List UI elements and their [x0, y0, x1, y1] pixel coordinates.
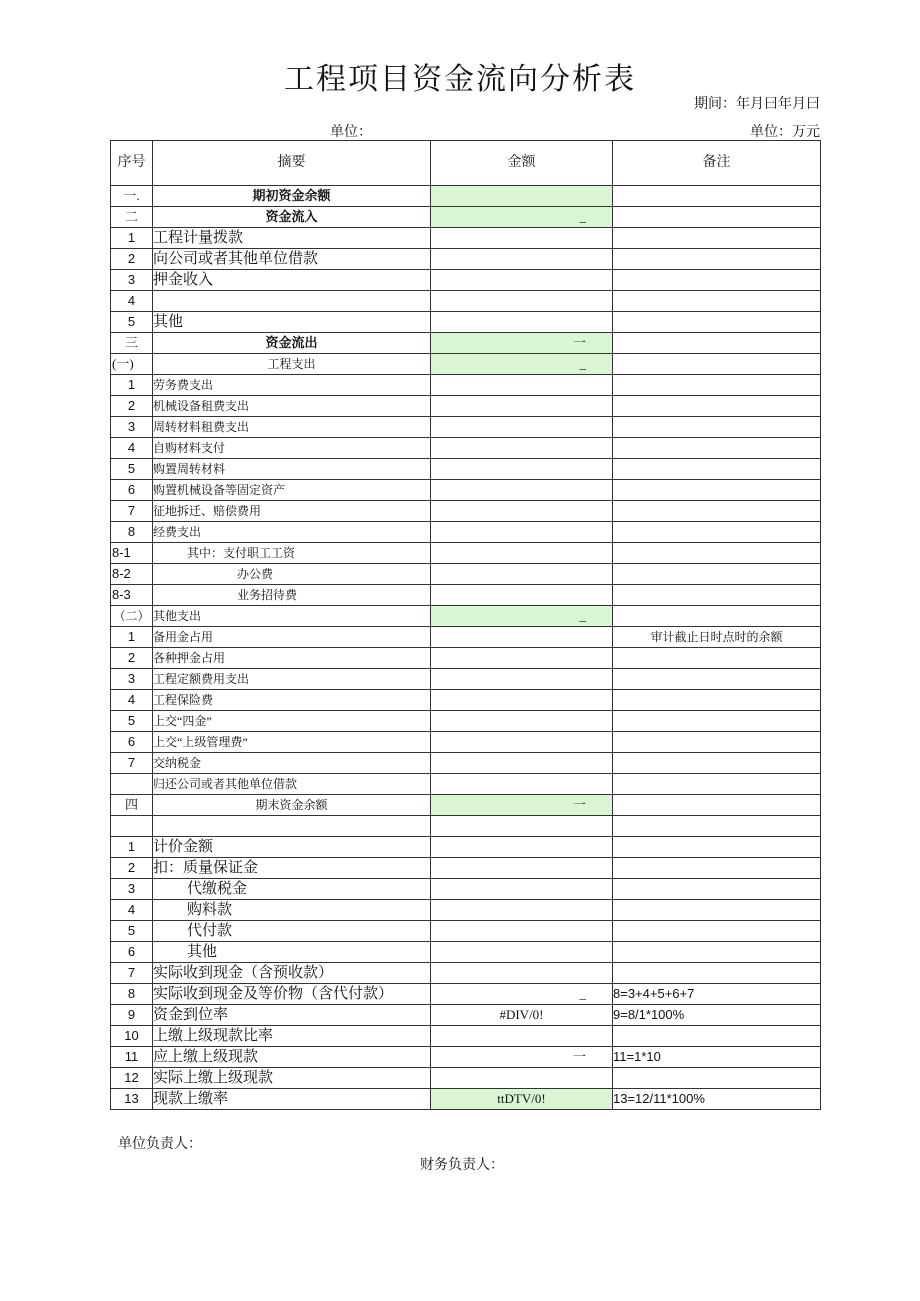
row-seq: 5	[111, 459, 153, 480]
row-amount	[431, 396, 613, 417]
row-amount	[431, 774, 613, 795]
row-amount: 一	[431, 1047, 613, 1068]
row-summary: 上交“四金”	[153, 711, 431, 732]
row-note	[613, 648, 821, 669]
table-row	[111, 753, 821, 774]
row-amount	[431, 816, 613, 837]
row-note	[613, 1026, 821, 1047]
row-amount: 一	[431, 795, 613, 816]
row-amount: 一	[431, 333, 613, 354]
row-seq: 6	[111, 480, 153, 501]
row-note	[613, 501, 821, 522]
row-amount	[431, 228, 613, 249]
row-seq: 7	[111, 753, 153, 774]
row-amount	[431, 837, 613, 858]
table-row	[111, 1005, 821, 1026]
row-amount	[431, 900, 613, 921]
row-note	[613, 606, 821, 627]
fund-flow-table	[110, 140, 821, 1110]
row-summary: 资金流入	[153, 207, 431, 228]
table-row	[111, 543, 821, 564]
row-seq: 4	[111, 438, 153, 459]
row-amount	[431, 417, 613, 438]
row-summary: 工程定额费用支出	[153, 669, 431, 690]
row-note	[613, 753, 821, 774]
header-seq: 序号	[111, 141, 153, 186]
unit-head-signature-label: 单位负责人：	[118, 1137, 202, 1152]
row-summary: 计价金额	[153, 837, 431, 858]
row-amount	[431, 1026, 613, 1047]
table-row	[111, 711, 821, 732]
row-note	[613, 543, 821, 564]
row-summary: 交纳税金	[153, 753, 431, 774]
row-amount	[431, 942, 613, 963]
row-note	[613, 564, 821, 585]
row-summary: 工程计量拨款	[153, 228, 431, 249]
row-seq: 8-2	[111, 564, 153, 585]
row-summary: 工程保险费	[153, 690, 431, 711]
row-note: 9=8/1*100%	[613, 1005, 821, 1026]
row-note	[613, 879, 821, 900]
row-note: 11=1*10	[613, 1047, 821, 1068]
row-note	[613, 438, 821, 459]
row-seq: 5	[111, 921, 153, 942]
row-note	[613, 333, 821, 354]
row-seq: 13	[111, 1089, 153, 1110]
row-note	[613, 249, 821, 270]
row-seq: 5	[111, 312, 153, 333]
header-amount: 金额	[431, 141, 613, 186]
row-summary	[153, 291, 431, 312]
row-note	[613, 900, 821, 921]
row-seq: 2	[111, 648, 153, 669]
row-summary: 其他支出	[153, 606, 431, 627]
row-seq: 8	[111, 984, 153, 1005]
row-amount	[431, 438, 613, 459]
row-amount	[431, 480, 613, 501]
table-row	[111, 627, 821, 648]
row-note: 13=12/11*100%	[613, 1089, 821, 1110]
row-note	[613, 774, 821, 795]
period-label: 期间：年月曰年月曰	[694, 97, 820, 112]
table-row	[111, 585, 821, 606]
table-row	[111, 396, 821, 417]
row-seq: 3	[111, 669, 153, 690]
row-seq: 一.	[111, 186, 153, 207]
row-amount: _	[431, 207, 613, 228]
row-amount	[431, 459, 613, 480]
table-row	[111, 1026, 821, 1047]
row-note	[613, 291, 821, 312]
row-summary: 实际上缴上级现款	[153, 1068, 431, 1089]
table-row	[111, 648, 821, 669]
row-note	[613, 522, 821, 543]
table-row	[111, 900, 821, 921]
row-summary: 自购材料支付	[153, 438, 431, 459]
row-note	[613, 396, 821, 417]
row-seq: 二	[111, 207, 153, 228]
table-row	[111, 312, 821, 333]
table-row	[111, 459, 821, 480]
row-summary: 周转材料租费支出	[153, 417, 431, 438]
row-summary: 购料款	[153, 900, 431, 921]
row-summary: 其他	[153, 312, 431, 333]
row-summary: 向公司或者其他单位借款	[153, 249, 431, 270]
row-amount	[431, 375, 613, 396]
header-summary: 摘要	[153, 141, 431, 186]
table-row	[111, 606, 821, 627]
document-title: 工程项目资金流向分析表	[284, 63, 636, 96]
table-row	[111, 690, 821, 711]
row-seq: 11	[111, 1047, 153, 1068]
row-amount	[431, 711, 613, 732]
row-note	[613, 732, 821, 753]
table-row	[111, 333, 821, 354]
row-note	[613, 795, 821, 816]
row-amount	[431, 312, 613, 333]
row-summary: 机械设备租费支出	[153, 396, 431, 417]
row-seq: （二）	[111, 606, 153, 627]
table-row	[111, 522, 821, 543]
row-seq: 1	[111, 228, 153, 249]
row-summary: 购置机械设备等固定资产	[153, 480, 431, 501]
table-row	[111, 186, 821, 207]
row-note	[613, 858, 821, 879]
row-amount	[431, 543, 613, 564]
row-note	[613, 669, 821, 690]
row-seq	[111, 774, 153, 795]
row-note	[613, 942, 821, 963]
row-note	[613, 585, 821, 606]
row-summary: 期初资金余额	[153, 186, 431, 207]
row-seq: 7	[111, 501, 153, 522]
row-seq: 12	[111, 1068, 153, 1089]
row-note: 8=3+4+5+6+7	[613, 984, 821, 1005]
row-summary: 工程支出	[153, 354, 431, 375]
table-row	[111, 1089, 821, 1110]
row-note	[613, 816, 821, 837]
row-amount	[431, 879, 613, 900]
table-row	[111, 858, 821, 879]
row-amount	[431, 858, 613, 879]
row-amount	[431, 1068, 613, 1089]
row-seq	[111, 816, 153, 837]
table-header-row	[111, 141, 821, 186]
table-row	[111, 270, 821, 291]
table-row	[111, 816, 821, 837]
header-note: 备注	[613, 141, 821, 186]
table-row	[111, 774, 821, 795]
row-seq: 9	[111, 1005, 153, 1026]
row-summary: 代缴税金	[153, 879, 431, 900]
row-amount: _	[431, 984, 613, 1005]
row-seq: 4	[111, 291, 153, 312]
row-amount	[431, 963, 613, 984]
table-row	[111, 417, 821, 438]
row-summary: 现款上缴率	[153, 1089, 431, 1110]
row-summary: 资金到位率	[153, 1005, 431, 1026]
row-amount	[431, 291, 613, 312]
table-row	[111, 291, 821, 312]
row-note	[613, 480, 821, 501]
row-seq: 1	[111, 375, 153, 396]
table-row	[111, 480, 821, 501]
row-summary: 上缴上级现款比率	[153, 1026, 431, 1047]
row-note	[613, 690, 821, 711]
row-note	[613, 207, 821, 228]
row-note	[613, 711, 821, 732]
row-note	[613, 921, 821, 942]
row-summary: 扣：质量保证金	[153, 858, 431, 879]
row-summary: 应上缴上级现款	[153, 1047, 431, 1068]
row-summary: 劳务费支出	[153, 375, 431, 396]
row-amount	[431, 627, 613, 648]
row-amount	[431, 921, 613, 942]
row-amount: _	[431, 354, 613, 375]
row-seq: 4	[111, 900, 153, 921]
row-summary: 资金流出	[153, 333, 431, 354]
row-amount	[431, 585, 613, 606]
row-amount	[431, 669, 613, 690]
table-row	[111, 438, 821, 459]
unit-label: 单位：	[330, 125, 372, 140]
row-summary: 期末资金余额	[153, 795, 431, 816]
row-note	[613, 186, 821, 207]
row-summary: 办公费	[153, 564, 431, 585]
row-summary: 征地拆迁、赔偿费用	[153, 501, 431, 522]
table-row	[111, 837, 821, 858]
row-seq: 2	[111, 858, 153, 879]
row-note	[613, 354, 821, 375]
row-seq: 8-3	[111, 585, 153, 606]
row-seq: 7	[111, 963, 153, 984]
table-row	[111, 732, 821, 753]
row-amount	[431, 501, 613, 522]
row-amount	[431, 732, 613, 753]
row-note	[613, 417, 821, 438]
row-seq: 6	[111, 732, 153, 753]
row-amount	[431, 522, 613, 543]
row-note	[613, 312, 821, 333]
row-seq: 3	[111, 879, 153, 900]
table-row	[111, 669, 821, 690]
row-amount	[431, 690, 613, 711]
row-note	[613, 228, 821, 249]
row-summary: 业务招待费	[153, 585, 431, 606]
row-summary: 各种押金占用	[153, 648, 431, 669]
row-summary: 经费支出	[153, 522, 431, 543]
table-row	[111, 501, 821, 522]
row-seq: 三	[111, 333, 153, 354]
currency-unit-label: 单位：万元	[750, 125, 820, 140]
row-summary: 备用金占用	[153, 627, 431, 648]
row-amount	[431, 270, 613, 291]
table-row	[111, 228, 821, 249]
row-seq: (一)	[111, 354, 153, 375]
row-note	[613, 1068, 821, 1089]
row-seq: 四	[111, 795, 153, 816]
row-note	[613, 375, 821, 396]
row-seq: 3	[111, 417, 153, 438]
finance-head-signature-label: 财务负责人：	[420, 1158, 504, 1173]
row-note	[613, 963, 821, 984]
row-amount	[431, 753, 613, 774]
row-amount	[431, 648, 613, 669]
row-seq: 6	[111, 942, 153, 963]
row-note	[613, 270, 821, 291]
table-row	[111, 984, 821, 1005]
row-summary: 其中：支付职工工资	[153, 543, 431, 564]
row-amount: #DIV/0!	[431, 1005, 613, 1026]
row-note: 审计截止日时点时的余额	[613, 627, 821, 648]
row-amount: ttDTV/0!	[431, 1089, 613, 1110]
row-seq: 2	[111, 249, 153, 270]
table-row	[111, 354, 821, 375]
table-row	[111, 375, 821, 396]
table-row	[111, 942, 821, 963]
row-note	[613, 459, 821, 480]
table-row	[111, 564, 821, 585]
table-row	[111, 207, 821, 228]
table-row	[111, 921, 821, 942]
table-row	[111, 963, 821, 984]
row-amount: _	[431, 606, 613, 627]
row-seq: 8-1	[111, 543, 153, 564]
row-seq: 2	[111, 396, 153, 417]
row-summary: 其他	[153, 942, 431, 963]
table-row	[111, 879, 821, 900]
row-summary: 实际收到现金及等价物（含代付款）	[153, 984, 431, 1005]
table-row	[111, 249, 821, 270]
row-amount	[431, 249, 613, 270]
table-row	[111, 795, 821, 816]
row-summary: 押金收入	[153, 270, 431, 291]
table-row	[111, 1047, 821, 1068]
row-seq: 5	[111, 711, 153, 732]
row-seq: 3	[111, 270, 153, 291]
row-summary: 实际收到现金（含预收款）	[153, 963, 431, 984]
row-amount	[431, 186, 613, 207]
row-summary: 上交“上级管理费”	[153, 732, 431, 753]
row-summary: 代付款	[153, 921, 431, 942]
row-seq: 8	[111, 522, 153, 543]
table-row	[111, 1068, 821, 1089]
row-seq: 4	[111, 690, 153, 711]
row-note	[613, 837, 821, 858]
row-amount	[431, 564, 613, 585]
row-seq: 10	[111, 1026, 153, 1047]
row-seq: 1	[111, 627, 153, 648]
row-summary	[153, 816, 431, 837]
row-summary: 归还公司或者其他单位借款	[153, 774, 431, 795]
row-seq: 1	[111, 837, 153, 858]
row-summary: 购置周转材料	[153, 459, 431, 480]
